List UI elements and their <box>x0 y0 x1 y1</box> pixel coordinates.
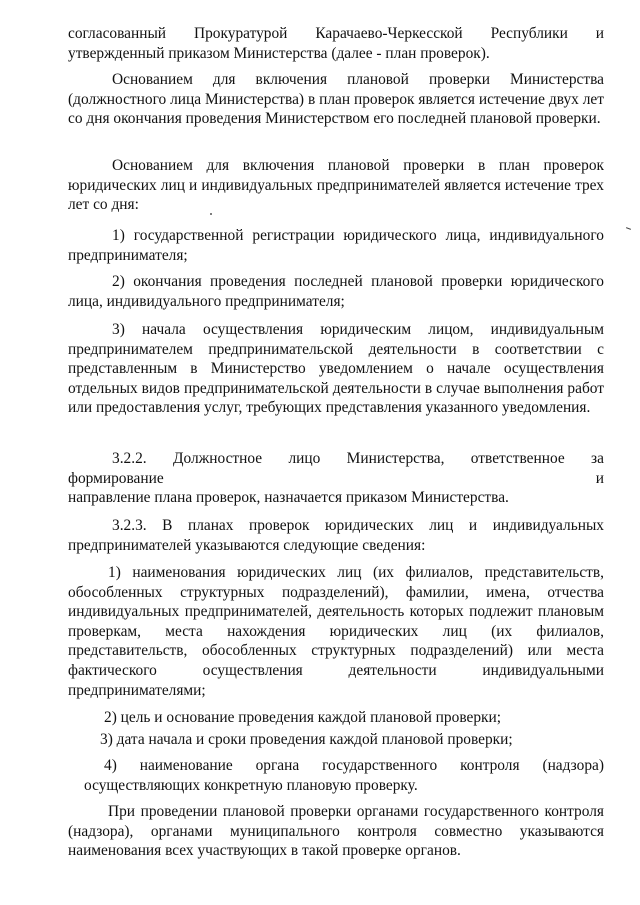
word: за <box>591 450 604 467</box>
section-3-2-2-line-1 <box>112 449 604 469</box>
list-item-1: 1) государственной регистрации юридического лица, индивидуального предпринимателя; <box>68 227 604 264</box>
paragraph-joint-inspection: При проведении плановой проверки органами государственного контроля (надзора), органами муниципального контроля совместно указываются наименования всех участвующих в такой проверке органов. <box>68 803 604 860</box>
word: формирование <box>68 470 164 487</box>
word: ответственное <box>470 450 565 467</box>
paragraph-entities-inspection-basis: Основанием для включения плановой проверки в план проверок юридических лиц и индивидуальных предпринимателей является истечение трех лет со дня: <box>68 157 604 214</box>
section-3-2-2-line-2 <box>68 469 604 489</box>
word: Должностное <box>172 450 263 467</box>
word: и <box>595 470 604 487</box>
list-item-3: 3) начала осуществления юридическим лицом, индивидуальным предпринимателем предпринимательской деятельности в соответствии с представленным в Министерство уведомлением о начале осуществления отдельных видов предпринимательской деятельности в случае выполнения работ или предоставления услуг, требующих представления указанного уведомления. <box>68 321 604 417</box>
list-item-2: 2) окончания проведения последней плановой проверки юридического лица, индивидуального предпринимателя; <box>68 273 604 310</box>
info-item-3: 3) дата начала и сроки проведения каждой плановой проверки; <box>100 731 513 748</box>
info-item-1: 1) наименования юридических лиц (их филиалов, представительств, обособленных структурных подразделений), фамилии, имена, отчества индивидуальных предпринимателей, деятельность которых подлежит плановым проверкам, места нахождения юридических лиц (их филиалов, представительств, обособленных структурных подразделений) или места фактического осуществления деятельности индивидуальными предпринимателями; <box>68 564 604 699</box>
section-3-2-3: 3.2.3. В планах проверок юридических лиц и индивидуальных предпринимателей указываются следующие сведения: <box>68 517 604 554</box>
word: Министерства, <box>346 450 445 467</box>
word: лицо <box>288 450 321 467</box>
paragraph-ministry-inspection-basis: Основанием для включения плановой проверки Министерства (должностного лица Министерства) в план проверок является истечение двух лет со дня окончания проведения Министерством его последней плановой проверки. <box>68 71 604 128</box>
section-3-2-2-line-3: направление плана проверок, назначается приказом Министерства. <box>68 489 509 506</box>
paragraph-plan-approval: согласованный Прокуратурой Карачаево-Черкесской Республики и утвержденный приказом Министерства (далее - план проверок). <box>68 25 604 62</box>
info-item-2: 2) цель и основание проведения каждой плановой проверки; <box>104 709 502 726</box>
section-number: 3.2.2. <box>112 450 147 467</box>
info-item-4: 4) наименование органа государственного контроля (надзора) осуществляющих конкретную плановую проверку. <box>84 757 604 794</box>
scan-mark <box>626 227 631 230</box>
scan-speck <box>210 213 212 215</box>
